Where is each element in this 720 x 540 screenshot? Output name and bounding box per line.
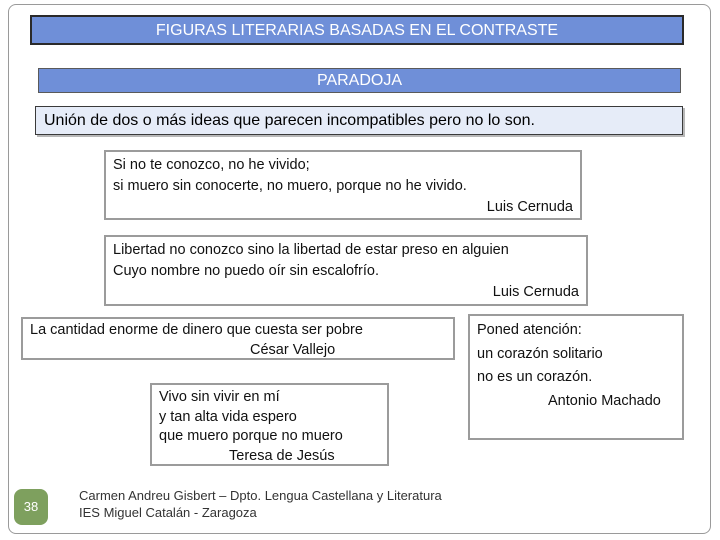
quote-author: Teresa de Jesús xyxy=(229,447,335,464)
quote-box-cernuda-1 xyxy=(104,150,582,220)
page-number-badge: 38 xyxy=(14,489,48,525)
quote-line: que muero porque no muero xyxy=(159,428,343,444)
quote-author: Luis Cernuda xyxy=(486,199,573,215)
quote-author: Luis Cernuda xyxy=(492,284,579,300)
quote-line: Cuyo nombre no puedo oír sin escalofrío. xyxy=(113,263,379,279)
quote-box-vallejo xyxy=(21,317,455,360)
slide-title: FIGURAS LITERARIAS BASADAS EN EL CONTRASTE xyxy=(30,15,684,45)
quote-line: Libertad no conozco sino la libertad de estar preso en alguien xyxy=(113,242,509,258)
footer-credits xyxy=(79,487,442,521)
quote-box-teresa xyxy=(150,383,389,466)
quote-line: Si no te conozco, no he vivido; xyxy=(113,157,310,173)
quote-line: y tan alta vida espero xyxy=(159,408,297,425)
footer-school: IES Miguel Catalán - Zaragoza xyxy=(79,505,257,520)
quote-line: Poned atención: xyxy=(477,322,582,338)
quote-line: La cantidad enorme de dinero que cuesta ser pobre xyxy=(30,322,363,338)
quote-box-machado xyxy=(468,314,684,440)
quote-line: un corazón solitario xyxy=(477,345,603,362)
quote-author: Antonio Machado xyxy=(548,392,661,409)
section-subtitle: PARADOJA xyxy=(38,68,681,93)
definition-box: Unión de dos o más ideas que parecen incompatibles pero no lo son. xyxy=(35,106,683,135)
quote-line: si muero sin conocerte, no muero, porque no he vivido. xyxy=(113,178,467,194)
quote-author: César Vallejo xyxy=(250,342,336,358)
quote-line: no es un corazón. xyxy=(477,369,593,385)
footer-author: Carmen Andreu Gisbert – Dpto. Lengua Castellana y Literatura xyxy=(79,488,442,503)
quote-line: Vivo sin vivir en mí xyxy=(159,389,280,405)
quote-box-cernuda-2 xyxy=(104,235,588,306)
